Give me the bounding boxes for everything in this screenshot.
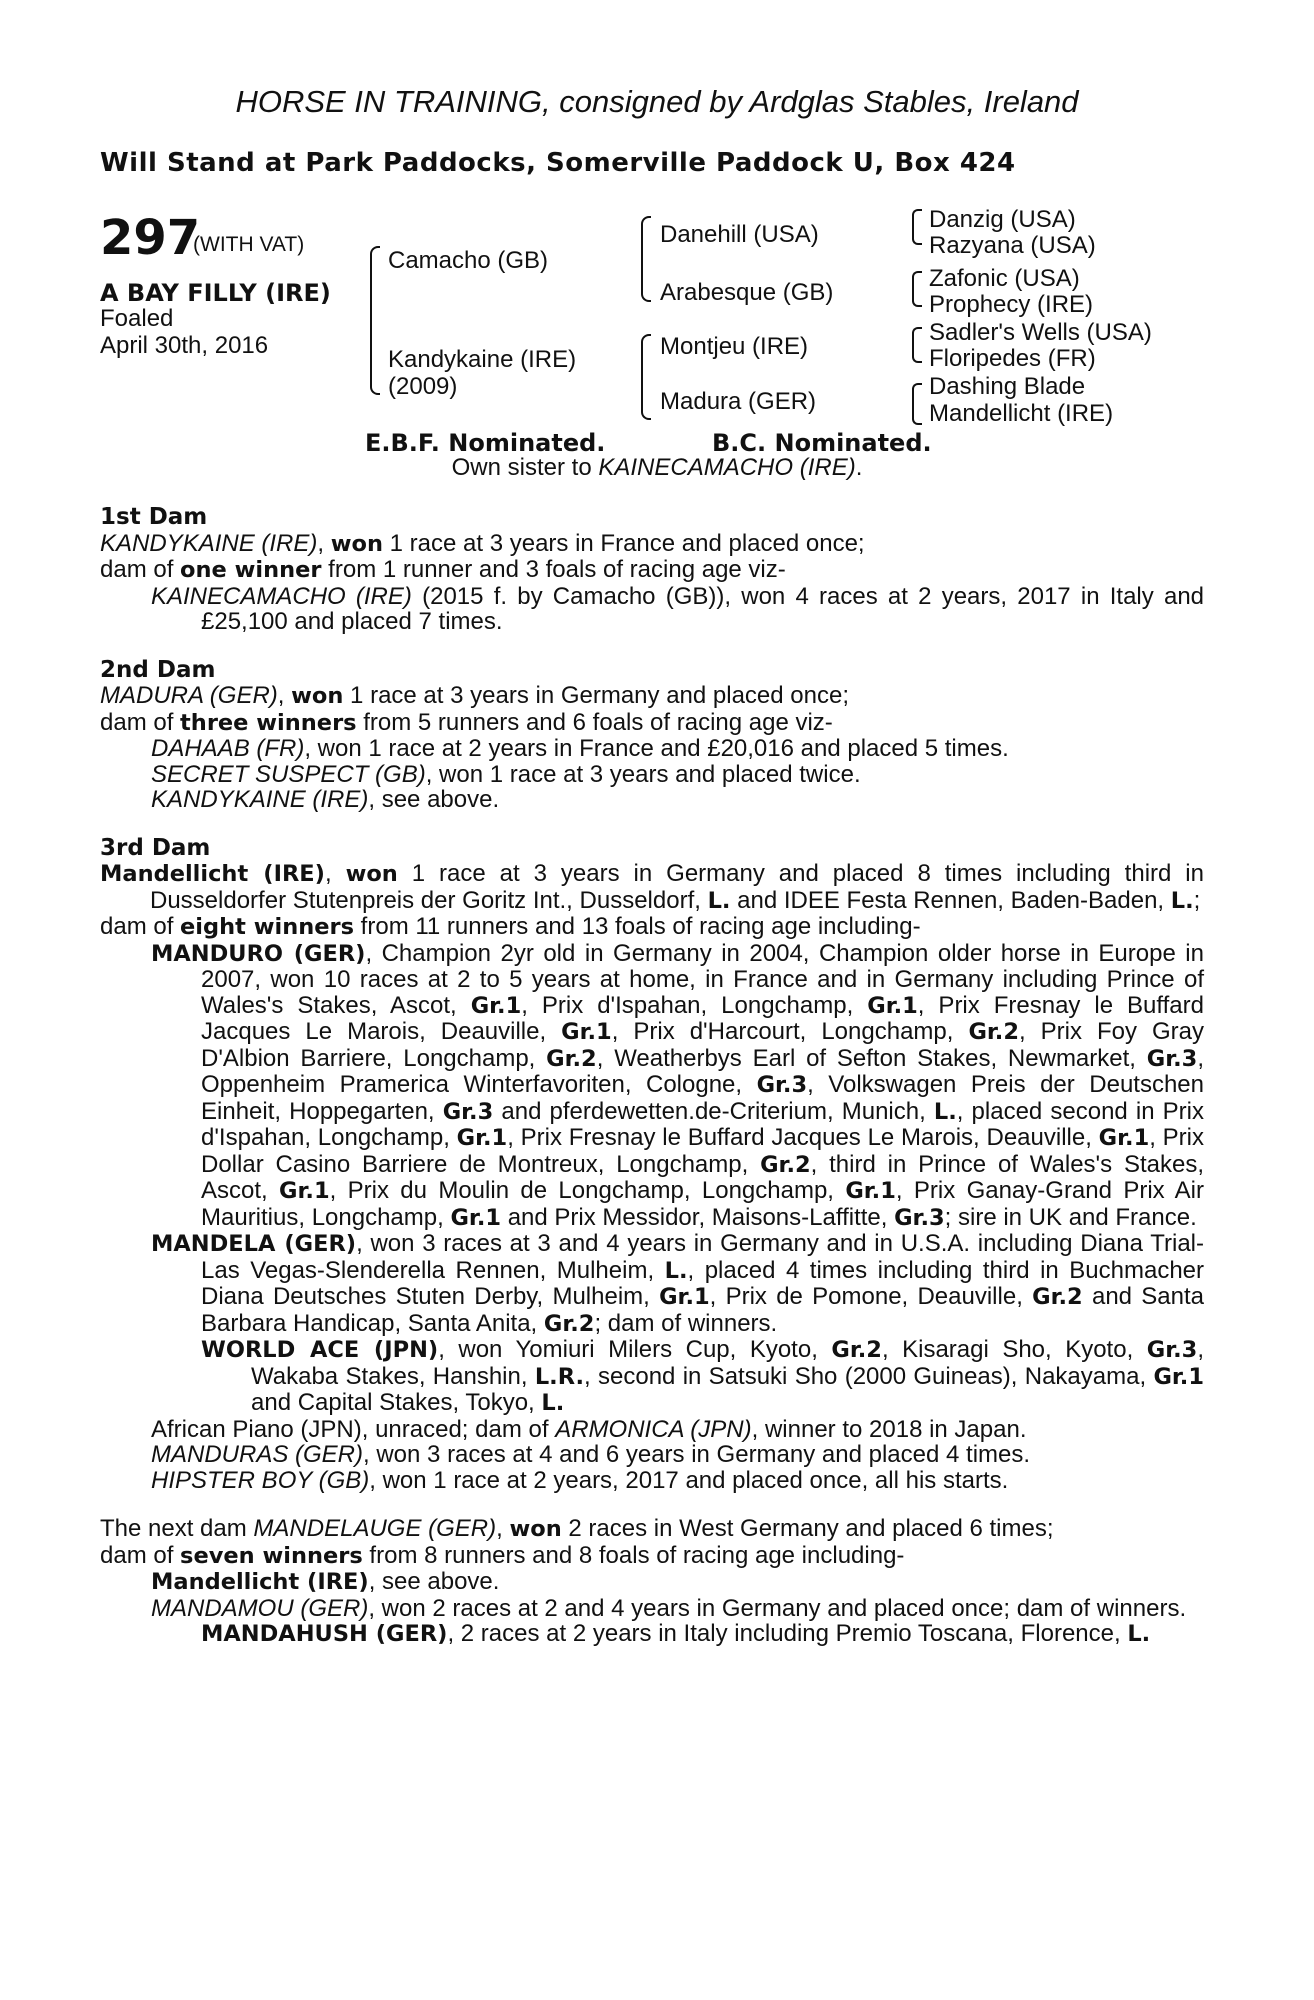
dam-line xyxy=(100,1543,1204,1570)
pedigree-g2: Razyana (USA) xyxy=(929,232,1096,259)
text-run: , Volkswagen Preis der Deutschen Einheit, Hoppegarten, xyxy=(201,1071,1204,1125)
text-run: , placed second in Prix d'Ispahan, Longchamp, xyxy=(201,1097,1204,1151)
text-run: , won 1 race at 3 years and placed twice. xyxy=(425,760,861,788)
text-run: and Prix Messidor, Maisons-Laffitte, xyxy=(501,1203,895,1231)
progeny-line xyxy=(100,1442,1204,1468)
stand-location: Will Stand at Park Paddocks, Somerville Paddock U, Box 424 xyxy=(100,148,1016,178)
italic-run: MANDELAUGE (GER) xyxy=(253,1515,497,1542)
text-run: , won Yomiuri Milers Cup, Kyoto, xyxy=(438,1336,832,1363)
text-run: and Capital Stakes, Tokyo, xyxy=(251,1389,542,1416)
text-run: , won 3 races at 3 and 4 years in Germany and in U.S.A. including Diana Trial-Las Vegas-Slenderella Rennen, Mulheim, xyxy=(201,1230,1204,1284)
bold-run: eight winners xyxy=(180,914,355,940)
progeny-line xyxy=(100,736,1204,762)
progeny-line xyxy=(100,584,1204,635)
bold-run: Gr.2 xyxy=(968,1019,1019,1045)
bold-run: Gr.2 xyxy=(1032,1284,1083,1310)
bold-run: Gr.1 xyxy=(1098,1125,1150,1151)
italic-run: KAINECAMACHO (IRE) xyxy=(151,582,412,610)
text-run: , see above. xyxy=(368,1568,500,1595)
text-run: , won 3 races at 4 and 6 years in Germany and placed 4 times. xyxy=(363,1441,1031,1468)
text-run: , Prix d'Harcourt, Longchamp, xyxy=(611,1018,969,1045)
bold-run: Gr.1 xyxy=(470,992,522,1019)
text-run: , xyxy=(277,682,292,709)
text-run: and Santa Barbara Handicap, Santa Anita, xyxy=(201,1283,1204,1337)
pedigree-g6: Floripedes (FR) xyxy=(929,345,1096,372)
text-run: 1 race at 3 years in Germany and placed once; xyxy=(343,682,850,709)
dam-line xyxy=(100,683,1204,710)
text-run: African Piano (JPN), unraced; dam of xyxy=(151,1415,556,1443)
section-heading: 3rd Dam xyxy=(100,834,211,861)
foaled-label: Foaled xyxy=(100,305,174,332)
text-run: from 8 runners and 8 foals of racing age including- xyxy=(362,1541,905,1569)
text-run: , second in Satsuki Sho (2000 Guineas), Nakayama, xyxy=(584,1362,1154,1390)
bold-run: Gr.1 xyxy=(1153,1363,1205,1390)
bold-run: Gr.2 xyxy=(831,1337,882,1363)
text-run: , Prix de Pomone, Deauville, xyxy=(709,1283,1033,1310)
text-run: ; sire in UK and France. xyxy=(944,1203,1197,1231)
bold-run: won xyxy=(330,530,383,557)
bold-run: Gr.1 xyxy=(279,1178,330,1204)
section-heading: 2nd Dam xyxy=(100,656,216,683)
pedigree-brace-g3 xyxy=(912,327,922,363)
dam-line xyxy=(100,914,1204,941)
bold-run: Gr.3 xyxy=(1146,1337,1198,1363)
foaled-date: April 30th, 2016 xyxy=(100,332,269,359)
dam-line xyxy=(100,531,1204,558)
pedigree-dam-dam: Madura (GER) xyxy=(660,388,817,415)
pedigree-g4: Prophecy (IRE) xyxy=(929,291,1094,318)
text-run: 2 races in West Germany and placed 6 times; xyxy=(561,1515,1054,1542)
dam-sections xyxy=(100,505,1204,1648)
text-run: , Prix Foy Gray D'Albion Barriere, Longchamp, xyxy=(201,1018,1205,1072)
text-run: dam of xyxy=(100,556,181,583)
text-run: , Prix Dollar Casino Barriere de Montreux, Longchamp, xyxy=(201,1124,1205,1178)
text-run: , Prix Fresnay le Buffard Jacques Le Marois, Deauville, xyxy=(201,991,1204,1045)
text-run: (2015 f. by Camacho (GB)), won 4 races at 2 years, 2017 in Italy and £25,100 and placed 7 times. xyxy=(201,582,1205,635)
italic-run: MANDURAS (GER) xyxy=(151,1441,364,1468)
pedigree-g1: Danzig (USA) xyxy=(929,206,1076,233)
text-run: , xyxy=(317,529,331,557)
text-run: and IDEE Festa Rennen, Baden-Baden, xyxy=(730,886,1171,914)
progeny-line xyxy=(100,1621,1204,1648)
text-run: and pferdewetten.de-Criterium, Munich, xyxy=(493,1097,934,1125)
progeny-line xyxy=(100,1569,1204,1596)
bold-run: L. xyxy=(707,887,731,914)
bold-run: Gr.1 xyxy=(450,1204,502,1231)
progeny-line xyxy=(100,1596,1204,1622)
catalogue-header: HORSE IN TRAINING, consigned by Ardglas Stables, Ireland xyxy=(235,84,1079,119)
next-dam-section xyxy=(100,1516,1204,1648)
bold-run: Gr.1 xyxy=(561,1019,612,1045)
text-run: , Kisaragi Sho, Kyoto, xyxy=(881,1336,1147,1363)
bold-run: WORLD ACE (JPN) xyxy=(201,1337,439,1363)
text-run: , won 1 race at 2 years, 2017 and placed once, all his starts. xyxy=(369,1466,1009,1494)
italic-run: HIPSTER BOY (GB) xyxy=(151,1466,370,1494)
text-run: , won 2 races at 2 and 4 years in Germany and placed once; dam of winners. xyxy=(368,1594,1187,1622)
bold-run: Mandellicht (IRE) xyxy=(100,861,325,887)
bold-run: won xyxy=(291,683,344,709)
pedigree-brace-g1 xyxy=(912,209,922,245)
pedigree-dam: Kandykaine (IRE) xyxy=(388,346,577,373)
text-run: dam of xyxy=(100,1541,181,1569)
pedigree-dam-year: (2009) xyxy=(388,373,458,400)
pedigree-g8: Mandellicht (IRE) xyxy=(929,400,1114,427)
text-run: from 1 runner and 3 foals of racing age viz- xyxy=(321,556,786,583)
bold-run: Gr.3 xyxy=(894,1204,945,1231)
bold-run: L.R. xyxy=(534,1363,585,1390)
first-dam-section xyxy=(100,505,1204,635)
text-run: , Weatherbys Earl of Sefton Stakes, Newmarket, xyxy=(596,1044,1147,1072)
bold-run: L. xyxy=(1127,1621,1151,1647)
text-run: , Prix Ganay-Grand Prix Air Mauritius, Longchamp, xyxy=(201,1177,1205,1231)
vat-note: (WITH VAT) xyxy=(193,233,305,256)
bold-run: Gr.2 xyxy=(760,1151,811,1178)
italic-run: KANDYKAINE (IRE) xyxy=(100,529,318,557)
bold-run: L. xyxy=(541,1390,565,1416)
progeny-line xyxy=(100,1231,1204,1337)
text-run: , placed 4 times including third in Buchmacher Diana Deutsches Stuten Derby, Mulheim, xyxy=(201,1256,1205,1310)
section-heading: 1st Dam xyxy=(100,504,208,530)
bold-run: L. xyxy=(664,1257,688,1284)
bold-run: Gr.1 xyxy=(456,1125,508,1151)
pedigree-g7: Dashing Blade xyxy=(929,373,1086,400)
pedigree-dam-sire: Montjeu (IRE) xyxy=(660,333,809,360)
italic-run: KANDYKAINE (IRE) xyxy=(151,786,369,813)
text-run: , Champion 2yr old in Germany in 2004, Champion older horse in Europe in 2007, won 10 races at 2 to 5 years at home, in France and in Germany including Prince of Wales's Stakes, Ascot, xyxy=(201,939,1204,1019)
text-run: , xyxy=(496,1515,510,1542)
progeny-line xyxy=(100,941,1204,1232)
progeny-line xyxy=(100,787,1204,813)
dam-line xyxy=(100,557,1204,584)
bold-run: L. xyxy=(1170,887,1194,914)
pedigree-sire: Camacho (GB) xyxy=(388,247,549,274)
text-run: from 11 runners and 13 foals of racing age including- xyxy=(354,913,921,940)
text-run: dam of xyxy=(100,913,181,940)
text-run: , see above. xyxy=(368,786,500,813)
pedigree-brace-sire-line xyxy=(641,216,651,302)
pedigree-sire-sire: Danehill (USA) xyxy=(660,221,819,248)
text-run: ; xyxy=(1193,886,1201,914)
dam-line xyxy=(100,710,1204,737)
text-run: , Prix du Moulin de Longchamp, Longchamp, xyxy=(329,1177,846,1204)
text-run: ; dam of winners. xyxy=(594,1309,778,1337)
bold-run: L. xyxy=(933,1098,957,1125)
text-run: dam of xyxy=(100,708,181,736)
pedigree-sire-dam: Arabesque (GB) xyxy=(660,279,834,306)
progeny-line xyxy=(100,1337,1204,1417)
bc-nomination: B.C. Nominated. xyxy=(712,429,932,457)
bold-run: Gr.3 xyxy=(1146,1045,1198,1072)
text-run: 1 race at 3 years in Germany and placed 8 times including third in Dusseldorfer Stutenpreis der Goritz Int., Dusseldorf, xyxy=(150,860,1204,914)
bold-run: MANDURO (GER) xyxy=(151,940,366,967)
text-run: , Prix Fresnay le Buffard Jacques Le Marois, Deauville, xyxy=(507,1124,1099,1151)
pedigree-brace-g2 xyxy=(912,271,922,307)
pedigree-g3: Zafonic (USA) xyxy=(929,265,1080,292)
bold-run: Gr.2 xyxy=(546,1045,597,1072)
italic-run: DAHAAB (FR) xyxy=(151,735,305,762)
ebf-nomination: E.B.F. Nominated. xyxy=(365,429,606,457)
third-dam-section xyxy=(100,836,1204,1494)
bold-run: Gr.1 xyxy=(659,1284,710,1310)
own-sister-note: Own sister to KAINECAMACHO (IRE). xyxy=(451,454,863,481)
bold-run: Gr.2 xyxy=(543,1310,595,1337)
second-dam-section xyxy=(100,658,1204,813)
bold-run: one winner xyxy=(180,557,322,583)
bold-run: won xyxy=(509,1516,562,1542)
italic-run: MADURA (GER) xyxy=(100,682,278,709)
italic-run: ARMONICA (JPN) xyxy=(555,1415,752,1443)
italic-run: SECRET SUSPECT (GB) xyxy=(151,760,426,788)
bold-run: Gr.3 xyxy=(756,1072,808,1098)
progeny-line xyxy=(100,1417,1204,1443)
text-run: from 5 runners and 6 foals of racing age viz- xyxy=(356,708,833,736)
text-run: , Prix d'Ispahan, Longchamp, xyxy=(521,991,868,1019)
bold-run: three winners xyxy=(180,709,357,736)
pedigree-brace-parents xyxy=(370,246,380,395)
progeny-line xyxy=(100,1468,1204,1494)
text-run: , Wakaba Stakes, Hanshin, xyxy=(251,1336,1204,1390)
text-run: The next dam xyxy=(100,1515,254,1542)
dam-line xyxy=(100,861,1204,914)
lot-description: A BAY FILLY (IRE) xyxy=(100,279,331,307)
pedigree-g5: Sadler's Wells (USA) xyxy=(929,319,1152,346)
bold-run: won xyxy=(345,861,398,887)
lot-number: 297 xyxy=(100,210,201,266)
text-run: , 2 races at 2 years in Italy including Premio Toscana, Florence, xyxy=(447,1620,1128,1647)
bold-run: Mandellicht (IRE) xyxy=(151,1569,369,1595)
progeny-line xyxy=(100,762,1204,788)
text-run: , winner to 2018 in Japan. xyxy=(751,1415,1027,1443)
bold-run: Gr.1 xyxy=(845,1178,896,1204)
pedigree-brace-dam-line xyxy=(641,334,651,420)
italic-run: MANDAMOU (GER) xyxy=(151,1594,369,1622)
text-run: , won 1 race at 2 years in France and £20,016 and placed 5 times. xyxy=(304,735,1009,762)
bold-run: Gr.1 xyxy=(867,992,918,1019)
text-run: 1 race at 3 years in France and placed once; xyxy=(382,529,865,557)
bold-run: Gr.3 xyxy=(442,1098,494,1125)
bold-run: MANDAHUSH (GER) xyxy=(201,1621,448,1647)
text-run: , Oppenheim Pramerica Winterfavoriten, Cologne, xyxy=(201,1044,1204,1098)
sister-name: KAINECAMACHO (IRE) xyxy=(598,454,856,481)
dam-line xyxy=(100,1516,1204,1543)
pedigree-brace-g4 xyxy=(912,383,922,425)
bold-run: seven winners xyxy=(180,1542,363,1569)
text-run: , third in Prince of Wales's Stakes, Ascot, xyxy=(201,1150,1204,1204)
bold-run: MANDELA (GER) xyxy=(151,1231,357,1257)
text-run: , xyxy=(324,860,346,887)
